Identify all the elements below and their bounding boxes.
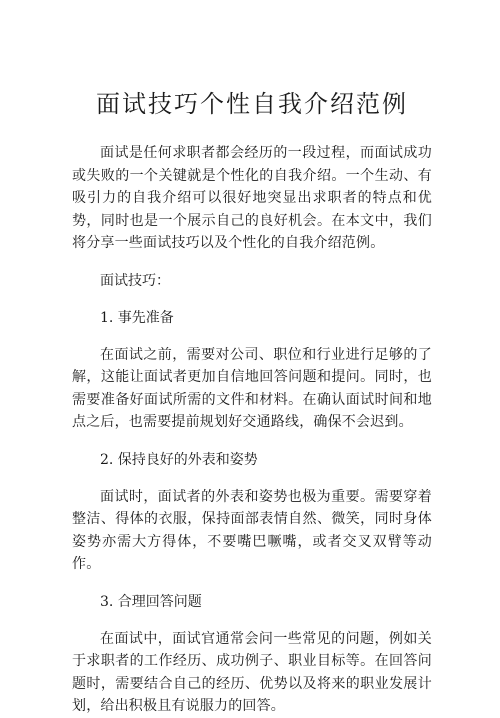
- intro-paragraph: 面试是任何求职者都会经历的一段过程，而面试成功或失败的一个关键就是个性化的自我介绍。一个生动、有吸引力的自我介绍可以很好地突显出求职者的特点和优势，同时也是一个展示自己的良好机会。在本文中，我们将分享一些面试技巧以及个性化的自我介绍范例。: [72, 145, 432, 251]
- section-heading-appearance: 2. 保持良好的外表和姿势: [100, 451, 258, 468]
- section-heading-preparation: 1. 事先准备: [100, 309, 174, 326]
- tips-label: 面试技巧：: [100, 272, 170, 289]
- section-body-preparation: 在面试之前，需要对公司、职位和行业进行足够的了解，这能让面试者更加自信地回答问题和提问。同时，也需要准备好面试所需的文件和材料。在确认面试时间和地点之后，也需要提前规划好交通路线，确保不会迟到。: [72, 346, 432, 430]
- section-heading-answers: 3. 合理回答问题: [100, 593, 202, 610]
- section-body-appearance: 面试时，面试者的外表和姿势也极为重要。需要穿着整洁、得体的衣服，保持面部表情自然、微笑，同时身体姿势亦需大方得体，不要嘴巴噘嘴，或者交叉双臂等动作。: [72, 488, 432, 572]
- document-title: 面试技巧个性自我介绍范例: [96, 90, 408, 118]
- section-body-answers: 在面试中，面试官通常会问一些常见的问题，例如关于求职者的工作经历、成功例子、职业目标等。在回答问题时，需要结合自己的经历、优势以及将来的职业发展计划，给出积极且有说服力的回答。: [72, 630, 432, 714]
